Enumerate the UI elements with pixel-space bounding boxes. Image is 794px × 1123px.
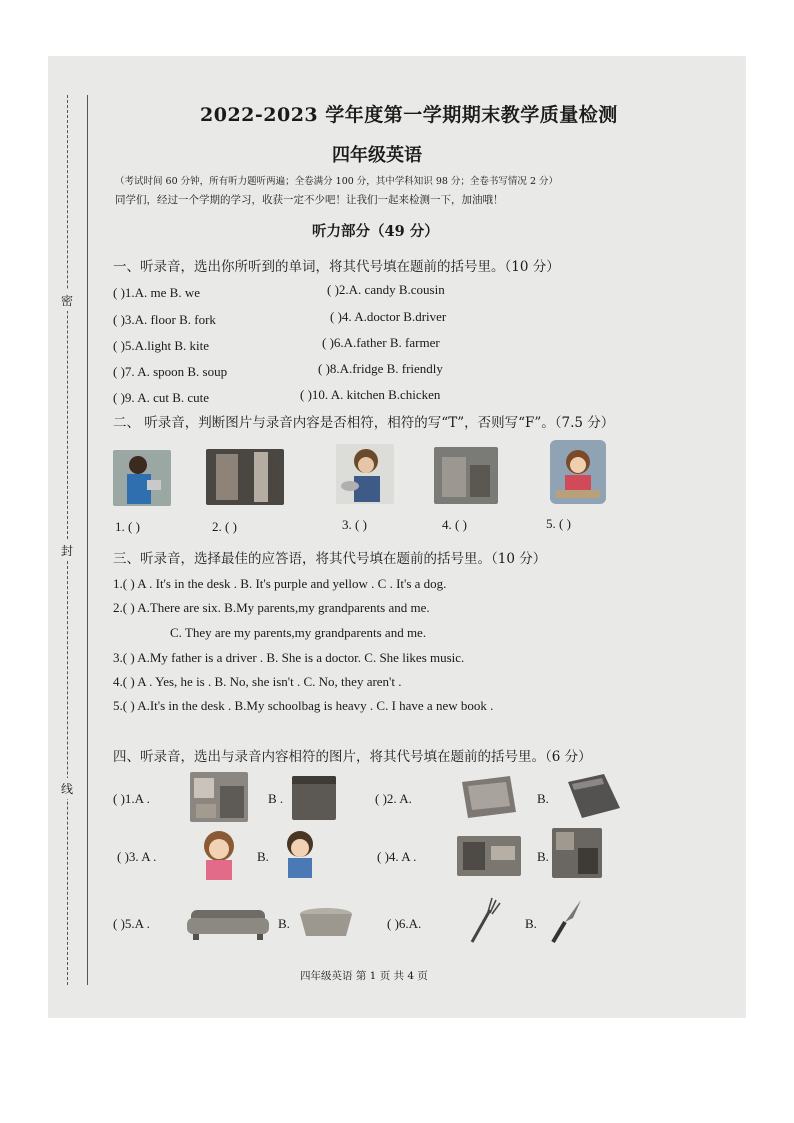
section2-heading: 二、 听录音，判断图片与录音内容是否相符，相符的写“T”，否则写“F”。（7.5 分） (113, 415, 615, 431)
s2-answer-1: 1. ( ) (115, 519, 140, 534)
s2-picture-3 (336, 444, 394, 504)
section1-heading: 一、听录音，选出你所听到的单词，将其代号填在题前的括号里。（10 分） (113, 259, 560, 275)
s3-line-6: 5.( ) A.It's in the desk . B.My schoolbag is heavy . C. I have a new book . (113, 698, 494, 713)
s4-q3-picture-a (196, 828, 242, 880)
s4-q2-label: ( )2. A. (375, 791, 412, 806)
s3-line-4: 3.( ) A.My father is a driver . B. She is a doctor. C. She likes music. (113, 650, 465, 665)
s2-picture-1 (113, 450, 171, 506)
page-footer: 四年级英语 第 1 页 共 4 页 (300, 970, 428, 982)
s1-item-4: ( )4. A.doctor B.driver (330, 309, 447, 324)
listening-heading: 听力部分（49 分） (312, 223, 439, 240)
s4-q1-picture-b (292, 776, 336, 820)
fork-icon (462, 896, 502, 946)
s4-q4-picture-a (457, 836, 521, 876)
s1-item-2: ( )2.A. candy B.cousin (327, 282, 445, 297)
s2-picture-5 (550, 440, 606, 504)
section3-heading: 三、听录音，选择最佳的应答语，将其代号填在题前的括号里。（10 分） (113, 551, 547, 567)
s1-item-1: ( )1.A. me B. we (113, 285, 201, 300)
s4-q1-b-label: B . (268, 791, 284, 806)
s1-item-10: ( )10. A. kitchen B.chicken (300, 387, 441, 402)
s4-q1-label: ( )1.A . (113, 791, 150, 806)
s3-line-2: 2.( ) A.There are six. B.My parents,my grandparents and me. (113, 600, 430, 615)
exam-title: 2022-2023 学年度第一学期期末教学质量检测 (200, 104, 618, 126)
s1-item-6: ( )6.A.father B. farmer (322, 335, 440, 350)
s2-answer-4: 4. ( ) (442, 517, 467, 532)
s2-answer-3: 3. ( ) (342, 517, 367, 532)
s4-q3-label: ( )3. A . (117, 849, 157, 864)
knife-icon (545, 896, 585, 946)
s4-q6-b-label: B. (525, 916, 537, 931)
s4-q4-picture-b (552, 828, 602, 878)
s4-q1-picture-a (190, 772, 248, 822)
s4-q4-label: ( )4. A . (377, 849, 417, 864)
s3-line-3: C. They are my parents,my grandparents and me. (170, 625, 427, 640)
s4-q3-picture-b (280, 828, 320, 878)
s3-line-5: 4.( ) A . Yes, he is . B. No, she isn't . C. No, they aren't . (113, 674, 402, 689)
s4-q5-picture-b-bowl (298, 906, 354, 940)
encouragement-note: 同学们，经过一个学期的学习，收获一定不少吧！让我们一起来检测一下，加油哦！ (115, 194, 504, 206)
s3-line-1: 1.( ) A . It's in the desk . B. It's purple and yellow . C . It's a dog. (113, 576, 447, 591)
s4-q2-b-label: B. (537, 791, 549, 806)
exam-subtitle: 四年级英语 (332, 145, 422, 166)
s1-item-7: ( )7. A. spoon B. soup (113, 364, 228, 379)
s4-q4-b-label: B. (537, 849, 549, 864)
s4-q5-label: ( )5.A . (113, 916, 150, 931)
binding-char-line: 线 (61, 778, 73, 799)
binding-char-seal: 密 (61, 290, 73, 311)
binding-char-close: 封 (61, 540, 73, 561)
s2-picture-4 (434, 447, 498, 504)
s2-picture-2 (206, 449, 284, 505)
s4-q2-picture-a (458, 774, 518, 820)
exam-note: （考试时间 60 分钟，所有听力题听两遍；全卷满分 100 分，其中学科知识 98 分；全卷书写情况 2 分） (115, 176, 559, 187)
s4-q5-picture-a-sofa (187, 906, 269, 940)
section4-heading: 四、听录音，选出与录音内容相符的图片，将其代号填在题前的括号里。（6 分） (113, 749, 592, 765)
s2-answer-2: 2. ( ) (212, 519, 237, 534)
binding-solid-line (87, 95, 88, 985)
s1-item-3: ( )3.A. floor B. fork (113, 312, 216, 327)
s1-item-5: ( )5.A.light B. kite (113, 338, 210, 353)
s4-q3-b-label: B. (257, 849, 269, 864)
s1-item-8: ( )8.A.fridge B. friendly (318, 361, 443, 376)
s1-item-9: ( )9. A. cut B. cute (113, 390, 210, 405)
s4-q6-label: ( )6.A. (387, 916, 422, 931)
s4-q2-picture-b (562, 772, 624, 820)
s2-answer-5: 5. ( ) (546, 516, 571, 531)
s4-q5-b-label: B. (278, 916, 290, 931)
